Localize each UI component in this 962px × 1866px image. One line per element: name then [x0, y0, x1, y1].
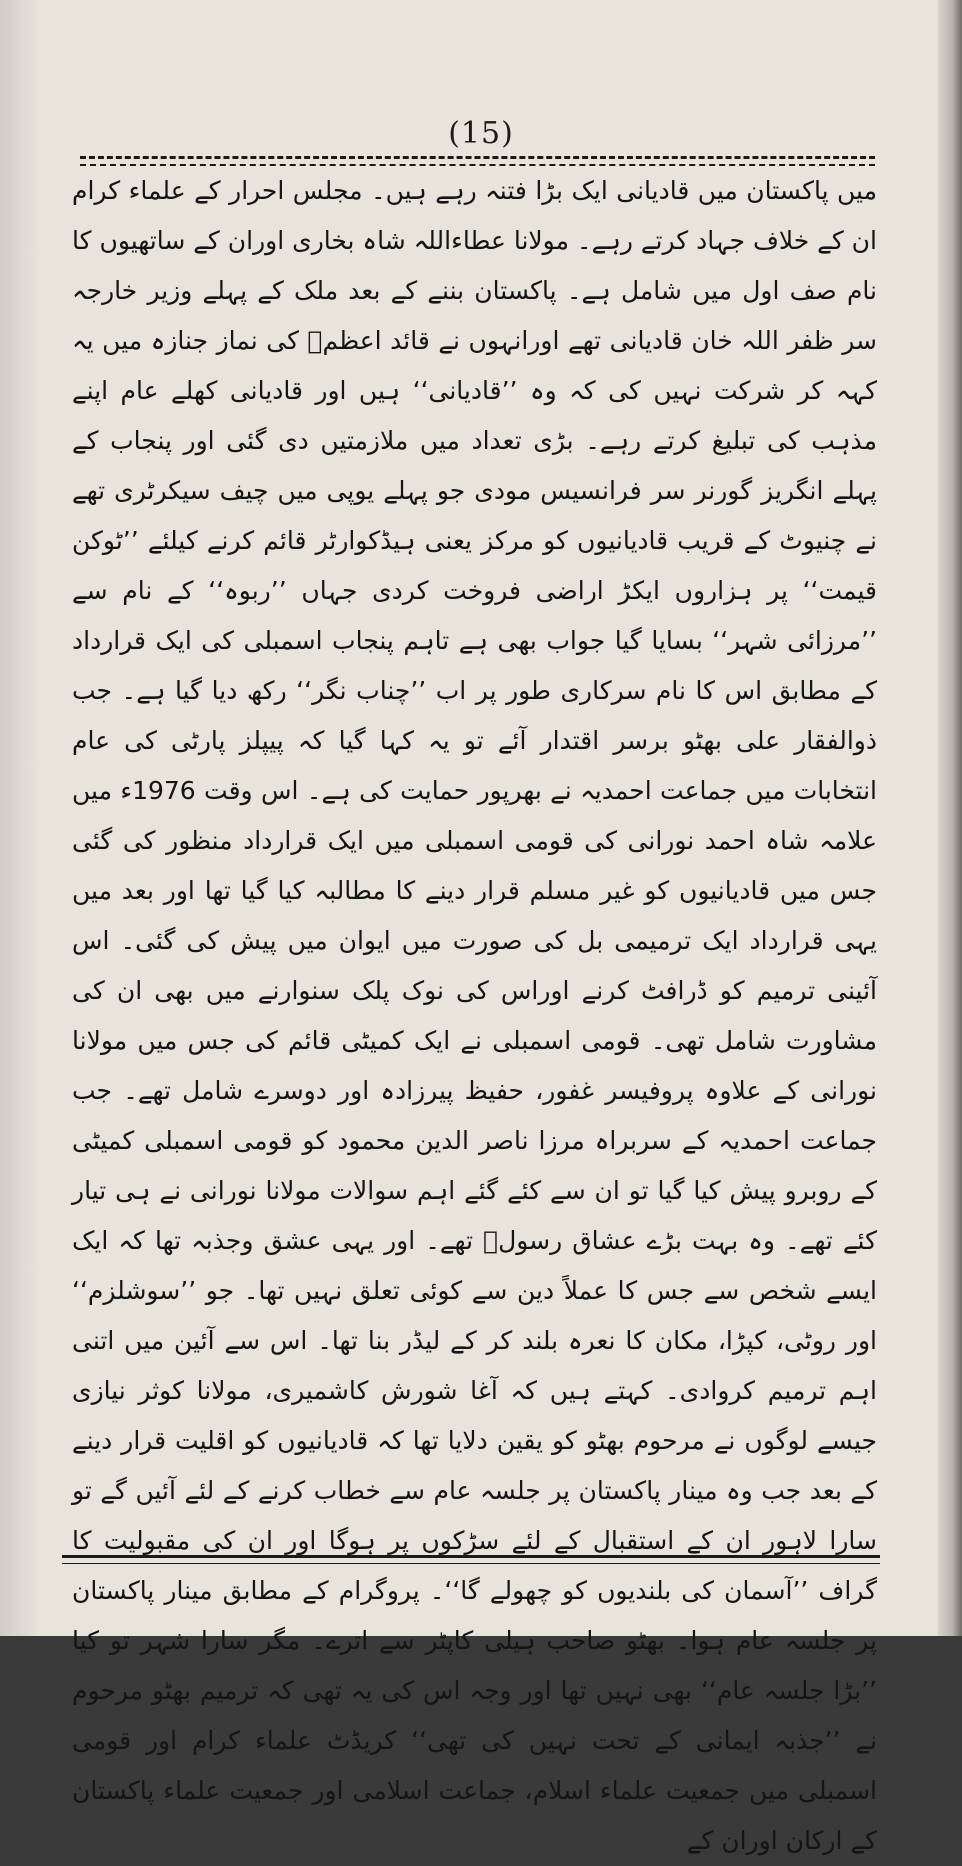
- page-edge: [938, 0, 962, 1636]
- footer-double-rule: [62, 1555, 880, 1564]
- body-paragraph: میں پاکستان میں قادیانی ایک بڑا فتنہ رہے ہیں۔ مجلس احرار کے علماء کرام ان کے خلاف جہاد کرتے رہے۔ مولانا عطاءاللہ شاہ بخاری اوران کے ساتھیوں کا نام صف اول میں شامل ہے۔ پاکستان بننے کے بعد ملک کے پہلے وزیر خارجہ سر ظفر اللہ خان قادیانی تھے اورانہوں نے قائد اعظمؒ کی نماز جنازہ میں یہ کہہ کر شرکت نہیں کی کہ وہ ’’قادیانی‘‘ ہیں اور قادیانی کھلے عام اپنے مذہب کی تبلیغ کرتے رہے۔ بڑی تعداد میں ملازمتیں دی گئی اور پنجاب کے پہلے انگریز گورنر سر فرانسیس مودی جو پہلے یوپی میں چیف سیکرٹری تھے نے چنیوٹ کے قریب قادیانیوں کو مرکز یعنی ہیڈکوارٹر قائم کرنے کیلئے ’’ٹوکن قیمت‘‘ پر ہزاروں ایکڑ اراضی فروخت کردی جہاں ’’ربوہ‘‘ کے نام سے ’’مرزائی شہر‘‘ بسایا گیا جواب بھی ہے تاہم پنجاب اسمبلی کی ایک قرارداد کے مطابق اس کا نام سرکاری طور پر اب ’’چناب نگر‘‘ رکھ دیا گیا ہے۔ جب ذوالفقار علی بھٹو برسر اقتدار آئے تو یہ کہا گیا کہ پیپلز پارٹی کی عام انتخابات میں جماعت احمدیہ نے بھرپور حمایت کی ہے۔ اس وقت 1976ء میں علامہ شاہ احمد نورانی کی قومی اسمبلی میں ایک قرارداد منظور کی گئی جس میں قادیانیوں کو غیر مسلم قرار دینے کا مطالبہ کیا گیا تھا اور بعد میں یہی قرارداد ایک ترمیمی بل کی صورت میں ایوان میں پیش کی گئی۔ اس آئینی ترمیم کو ڈرافٹ کرنے اوراس کی نوک پلک سنوارنے میں بھی ان کی مشاورت شامل تھی۔ قومی اسمبلی نے ایک کمیٹی قائم کی جس میں مولانا نورانی کے علاوہ پروفیسر غفور، حفیظ پیرزادہ اور دوسرے شامل تھے۔ جب جماعت احمدیہ کے سربراہ مرزا ناصر الدین محمود کو قومی اسمبلی کمیٹی کے روبرو پیش کیا گیا تو ان سے کئے گئے اہم سوالات مولانا نورانی نے ہی تیار کئے تھے۔ وہ بہت بڑے عشاق رسولؐ تھے۔ اور یہی عشق وجذبہ تھا کہ ایک ایسے شخص سے جس کا عملاً دین سے کوئی تعلق نہیں تھا۔ جو ’’سوشلزم‘‘ اور روٹی، کپڑا، مکان کا نعرہ بلند کر کے لیڈر بنا تھا۔ اس سے آئین میں اتنی اہم ترمیم کروادی۔ کہتے ہیں کہ آغا شورش کاشمیری، مولانا کوثر نیازی جیسے لوگوں نے مرحوم بھٹو کو یقین دلایا تھا کہ قادیانیوں کو اقلیت قرار دینے کے بعد جب وہ مینار پاکستان پر جلسہ عام سے خطاب کرنے کے لئے آئیں گے تو سارا لاہور ان کے استقبال کے لئے سڑکوں پر ہوگا اور ان کی مقبولیت کا گراف ’’آسمان کی بلندیوں کو چھولے گا‘‘۔ پروگرام کے مطابق مینار پاکستان پر جلسہ عام ہوا۔ بھٹو صاحب ہیلی کاپٹر سے اترے۔ مگر سارا شہر تو کیا ’’بڑا جلسہ عام‘‘ بھی نہیں تھا اور وجہ اس کی یہ تھی کہ ترمیم بھٹو مرحوم نے ’’جذبہ ایمانی کے تحت نہیں کی تھی‘‘ کریڈٹ علماء کرام اور قومی اسمبلی میں جمعیت علماء اسلام، جماعت اسلامی اور جمعیت علماء پاکستان کے ارکان اوران کے: [72, 176, 878, 1855]
- page-gutter-shadow: [0, 0, 40, 1636]
- page-number: (15): [448, 116, 514, 151]
- header-dashed-rule: [80, 156, 875, 166]
